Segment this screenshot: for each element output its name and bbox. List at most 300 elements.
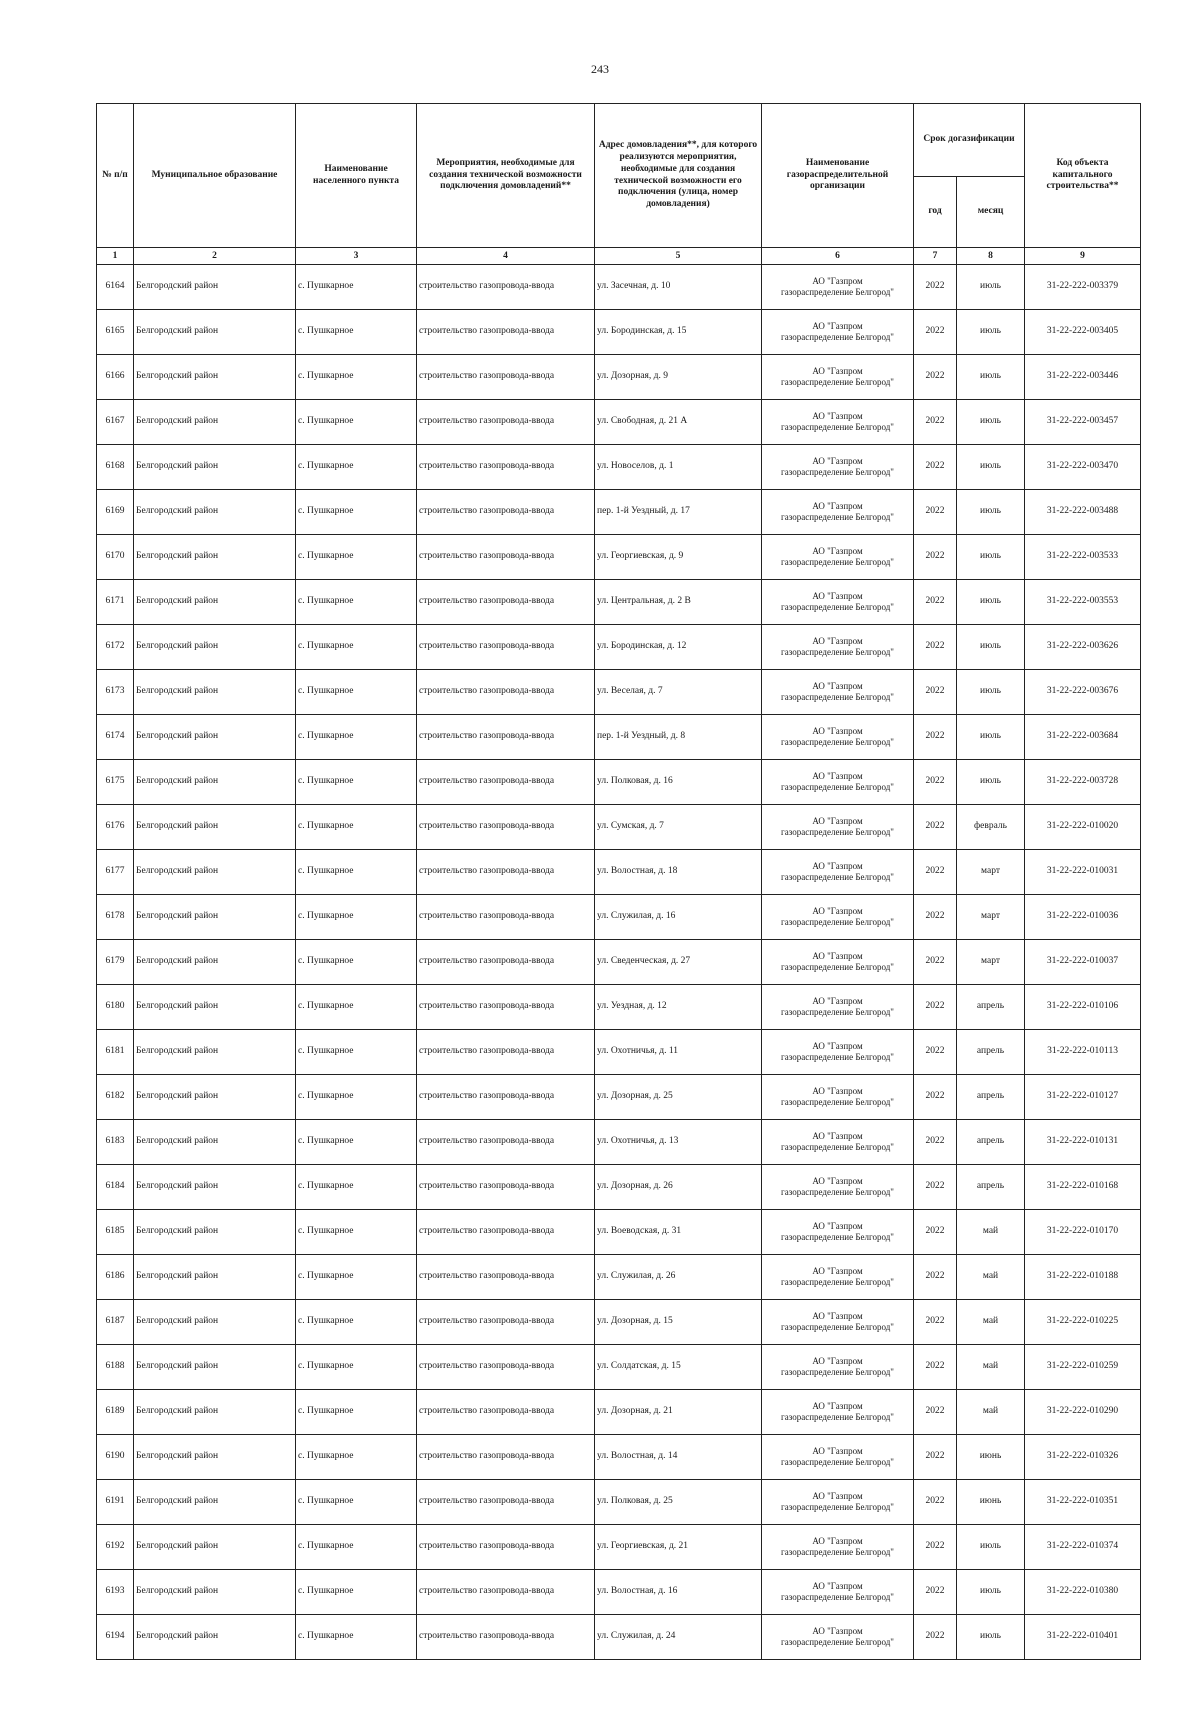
cell-year: 2022 (914, 1255, 957, 1300)
table-row (97, 1480, 1141, 1525)
cell-month: июль (957, 355, 1025, 400)
cell-month: апрель (957, 1120, 1025, 1165)
cell-num: 6187 (97, 1300, 134, 1345)
cell-month: июль (957, 580, 1025, 625)
cell-municipality: Белгородский район (134, 1525, 296, 1570)
table-row (97, 985, 1141, 1030)
header-num: № п/п (97, 104, 134, 248)
table-row (97, 1030, 1141, 1075)
cell-measure: строительство газопровода-ввода (417, 580, 595, 625)
organization-line-2: газораспределение Белгород" (781, 422, 894, 432)
header-address: Адрес домовладения**, для которого реализуются мероприятия, необходимые для создания технической возможности его подключения (улица, номер домовладения) (595, 104, 762, 248)
cell-settlement: с. Пушкарное (296, 850, 417, 895)
cell-code: 31-22-222-010127 (1025, 1075, 1141, 1120)
cell-municipality: Белгородский район (134, 715, 296, 760)
cell-settlement: с. Пушкарное (296, 1435, 417, 1480)
cell-num: 6167 (97, 400, 134, 445)
cell-organization (762, 1435, 914, 1480)
header-organization: Наименование газораспределительной организации (762, 104, 914, 248)
cell-month: апрель (957, 1030, 1025, 1075)
cell-municipality: Белгородский район (134, 760, 296, 805)
table-row (97, 895, 1141, 940)
cell-month: июль (957, 1525, 1025, 1570)
header-deadline: Срок догазификации (914, 104, 1025, 177)
table-row (97, 805, 1141, 850)
cell-address: ул. Уездная, д. 12 (595, 985, 762, 1030)
organization-line-1: АО "Газпром (812, 545, 863, 556)
cell-measure: строительство газопровода-ввода (417, 1300, 595, 1345)
cell-num: 6174 (97, 715, 134, 760)
cell-num: 6171 (97, 580, 134, 625)
cell-organization (762, 805, 914, 850)
cell-num: 6166 (97, 355, 134, 400)
cell-settlement: с. Пушкарное (296, 1030, 417, 1075)
organization-line-2: газораспределение Белгород" (781, 1457, 894, 1467)
cell-organization (762, 490, 914, 535)
organization-line-2: газораспределение Белгород" (781, 1052, 894, 1062)
cell-settlement: с. Пушкарное (296, 535, 417, 580)
cell-address: ул. Новоселов, д. 1 (595, 445, 762, 490)
cell-settlement: с. Пушкарное (296, 760, 417, 805)
cell-num: 6168 (97, 445, 134, 490)
cell-settlement: с. Пушкарное (296, 400, 417, 445)
cell-organization (762, 1255, 914, 1300)
cell-settlement: с. Пушкарное (296, 1480, 417, 1525)
organization-line-1: АО "Газпром (812, 635, 863, 646)
table-row (97, 1390, 1141, 1435)
organization-line-2: газораспределение Белгород" (781, 1412, 894, 1422)
cell-month: июнь (957, 1480, 1025, 1525)
cell-settlement: с. Пушкарное (296, 310, 417, 355)
cell-year: 2022 (914, 580, 957, 625)
cell-organization (762, 445, 914, 490)
cell-measure: строительство газопровода-ввода (417, 445, 595, 490)
cell-code: 31-22-222-003728 (1025, 760, 1141, 805)
organization-line-1: АО "Газпром (812, 1400, 863, 1411)
cell-num: 6180 (97, 985, 134, 1030)
cell-settlement: с. Пушкарное (296, 670, 417, 715)
cell-organization (762, 580, 914, 625)
cell-code: 31-22-222-010374 (1025, 1525, 1141, 1570)
organization-line-2: газораспределение Белгород" (781, 1277, 894, 1287)
cell-code: 31-22-222-010036 (1025, 895, 1141, 940)
cell-organization (762, 985, 914, 1030)
cell-measure: строительство газопровода-ввода (417, 1615, 595, 1660)
organization-line-1: АО "Газпром (812, 455, 863, 466)
column-number: 9 (1025, 248, 1141, 265)
cell-code: 31-22-222-010225 (1025, 1300, 1141, 1345)
table-row (97, 355, 1141, 400)
cell-code: 31-22-222-010113 (1025, 1030, 1141, 1075)
cell-municipality: Белгородский район (134, 625, 296, 670)
cell-year: 2022 (914, 490, 957, 535)
cell-organization (762, 1345, 914, 1390)
cell-address: ул. Служилая, д. 26 (595, 1255, 762, 1300)
table-row (97, 940, 1141, 985)
cell-municipality: Белгородский район (134, 1255, 296, 1300)
table-row (97, 490, 1141, 535)
organization-line-1: АО "Газпром (812, 1580, 863, 1591)
table-row (97, 445, 1141, 490)
cell-year: 2022 (914, 1030, 957, 1075)
cell-settlement: с. Пушкарное (296, 1210, 417, 1255)
cell-measure: строительство газопровода-ввода (417, 1435, 595, 1480)
organization-line-1: АО "Газпром (812, 1220, 863, 1231)
organization-line-1: АО "Газпром (812, 995, 863, 1006)
cell-measure: строительство газопровода-ввода (417, 355, 595, 400)
cell-address: ул. Волостная, д. 16 (595, 1570, 762, 1615)
cell-year: 2022 (914, 355, 957, 400)
cell-year: 2022 (914, 1120, 957, 1165)
header-year: год (914, 177, 957, 248)
table-row (97, 715, 1141, 760)
table-row (97, 1165, 1141, 1210)
cell-measure: строительство газопровода-ввода (417, 1525, 595, 1570)
column-number: 7 (914, 248, 957, 265)
organization-line-1: АО "Газпром (812, 275, 863, 286)
cell-month: июль (957, 625, 1025, 670)
cell-municipality: Белгородский район (134, 850, 296, 895)
cell-organization (762, 1165, 914, 1210)
cell-num: 6186 (97, 1255, 134, 1300)
cell-year: 2022 (914, 1165, 957, 1210)
cell-code: 31-22-222-010168 (1025, 1165, 1141, 1210)
table-row (97, 1525, 1141, 1570)
cell-municipality: Белгородский район (134, 400, 296, 445)
organization-line-2: газораспределение Белгород" (781, 647, 894, 657)
cell-year: 2022 (914, 1345, 957, 1390)
cell-year: 2022 (914, 805, 957, 850)
cell-municipality: Белгородский район (134, 1480, 296, 1525)
table-row (97, 1435, 1141, 1480)
table-row (97, 850, 1141, 895)
cell-measure: строительство газопровода-ввода (417, 1075, 595, 1120)
cell-municipality: Белгородский район (134, 940, 296, 985)
cell-month: май (957, 1210, 1025, 1255)
organization-line-1: АО "Газпром (812, 320, 863, 331)
cell-measure: строительство газопровода-ввода (417, 1345, 595, 1390)
cell-num: 6183 (97, 1120, 134, 1165)
cell-address: ул. Охотничья, д. 13 (595, 1120, 762, 1165)
cell-settlement: с. Пушкарное (296, 490, 417, 535)
organization-line-2: газораспределение Белгород" (781, 917, 894, 927)
cell-year: 2022 (914, 760, 957, 805)
cell-organization (762, 715, 914, 760)
organization-line-1: АО "Газпром (812, 1625, 863, 1636)
organization-line-2: газораспределение Белгород" (781, 962, 894, 972)
cell-year: 2022 (914, 850, 957, 895)
cell-organization (762, 1210, 914, 1255)
table-row (97, 1345, 1141, 1390)
organization-line-2: газораспределение Белгород" (781, 1637, 894, 1647)
cell-month: июль (957, 1570, 1025, 1615)
cell-measure: строительство газопровода-ввода (417, 1570, 595, 1615)
cell-year: 2022 (914, 1435, 957, 1480)
cell-address: ул. Волостная, д. 14 (595, 1435, 762, 1480)
column-number: 1 (97, 248, 134, 265)
cell-num: 6170 (97, 535, 134, 580)
organization-line-2: газораспределение Белгород" (781, 467, 894, 477)
cell-year: 2022 (914, 400, 957, 445)
table-row (97, 535, 1141, 580)
cell-month: июль (957, 760, 1025, 805)
cell-municipality: Белгородский район (134, 535, 296, 580)
cell-address: ул. Солдатская, д. 15 (595, 1345, 762, 1390)
cell-measure: строительство газопровода-ввода (417, 1390, 595, 1435)
cell-address: ул. Георгиевская, д. 21 (595, 1525, 762, 1570)
cell-measure: строительство газопровода-ввода (417, 670, 595, 715)
cell-municipality: Белгородский район (134, 355, 296, 400)
organization-line-2: газораспределение Белгород" (781, 1187, 894, 1197)
organization-line-2: газораспределение Белгород" (781, 1547, 894, 1557)
cell-address: ул. Сведенческая, д. 27 (595, 940, 762, 985)
cell-address: ул. Свободная, д. 21 А (595, 400, 762, 445)
cell-address: ул. Дозорная, д. 21 (595, 1390, 762, 1435)
cell-address: ул. Воеводская, д. 31 (595, 1210, 762, 1255)
cell-code: 31-22-222-003405 (1025, 310, 1141, 355)
cell-num: 6194 (97, 1615, 134, 1660)
table-row (97, 670, 1141, 715)
column-number: 8 (957, 248, 1025, 265)
cell-code: 31-22-222-003379 (1025, 265, 1141, 310)
cell-num: 6193 (97, 1570, 134, 1615)
cell-code: 31-22-222-010170 (1025, 1210, 1141, 1255)
cell-month: март (957, 940, 1025, 985)
cell-code: 31-22-222-003446 (1025, 355, 1141, 400)
cell-address: ул. Волостная, д. 18 (595, 850, 762, 895)
table-row (97, 1570, 1141, 1615)
organization-line-2: газораспределение Белгород" (781, 1142, 894, 1152)
cell-num: 6165 (97, 310, 134, 355)
cell-code: 31-22-222-010188 (1025, 1255, 1141, 1300)
cell-settlement: с. Пушкарное (296, 625, 417, 670)
table-row (97, 1210, 1141, 1255)
organization-line-1: АО "Газпром (812, 1355, 863, 1366)
cell-num: 6185 (97, 1210, 134, 1255)
organization-line-1: АО "Газпром (812, 1535, 863, 1546)
table-row (97, 400, 1141, 445)
table-row (97, 1075, 1141, 1120)
organization-line-2: газораспределение Белгород" (781, 332, 894, 342)
organization-line-1: АО "Газпром (812, 680, 863, 691)
cell-year: 2022 (914, 715, 957, 760)
header-measures: Мероприятия, необходимые для создания технической возможности подключения домовладений** (417, 104, 595, 248)
cell-municipality: Белгородский район (134, 895, 296, 940)
cell-municipality: Белгородский район (134, 310, 296, 355)
organization-line-2: газораспределение Белгород" (781, 1097, 894, 1107)
cell-municipality: Белгородский район (134, 985, 296, 1030)
organization-line-2: газораспределение Белгород" (781, 287, 894, 297)
cell-month: июль (957, 670, 1025, 715)
column-number: 2 (134, 248, 296, 265)
page-number: 243 (591, 62, 609, 76)
column-number: 3 (296, 248, 417, 265)
organization-line-1: АО "Газпром (812, 725, 863, 736)
cell-organization (762, 1615, 914, 1660)
organization-line-2: газораспределение Белгород" (781, 557, 894, 567)
cell-num: 6188 (97, 1345, 134, 1390)
cell-year: 2022 (914, 985, 957, 1030)
cell-measure: строительство газопровода-ввода (417, 850, 595, 895)
cell-num: 6182 (97, 1075, 134, 1120)
cell-month: апрель (957, 1075, 1025, 1120)
table-row (97, 310, 1141, 355)
cell-address: ул. Полковая, д. 25 (595, 1480, 762, 1525)
cell-month: июль (957, 715, 1025, 760)
cell-organization (762, 850, 914, 895)
cell-organization (762, 310, 914, 355)
cell-settlement: с. Пушкарное (296, 445, 417, 490)
cell-month: июль (957, 535, 1025, 580)
cell-measure: строительство газопровода-ввода (417, 940, 595, 985)
cell-num: 6177 (97, 850, 134, 895)
cell-measure: строительство газопровода-ввода (417, 1480, 595, 1525)
cell-municipality: Белгородский район (134, 1210, 296, 1255)
cell-settlement: с. Пушкарное (296, 1570, 417, 1615)
cell-month: июль (957, 265, 1025, 310)
cell-measure: строительство газопровода-ввода (417, 625, 595, 670)
organization-line-2: газораспределение Белгород" (781, 1592, 894, 1602)
cell-address: пер. 1-й Уездный, д. 17 (595, 490, 762, 535)
cell-address: ул. Засечная, д. 10 (595, 265, 762, 310)
organization-line-2: газораспределение Белгород" (781, 827, 894, 837)
cell-measure: строительство газопровода-ввода (417, 1165, 595, 1210)
cell-municipality: Белгородский район (134, 580, 296, 625)
cell-measure: строительство газопровода-ввода (417, 760, 595, 805)
header-municipality: Муниципальное образование (134, 104, 296, 248)
cell-code: 31-22-222-010037 (1025, 940, 1141, 985)
cell-month: апрель (957, 1165, 1025, 1210)
cell-municipality: Белгородский район (134, 490, 296, 535)
header-row (97, 104, 1141, 177)
cell-settlement: с. Пушкарное (296, 1390, 417, 1435)
table-row (97, 760, 1141, 805)
cell-organization (762, 1300, 914, 1345)
cell-code: 31-22-222-010326 (1025, 1435, 1141, 1480)
cell-measure: строительство газопровода-ввода (417, 1210, 595, 1255)
organization-line-2: газораспределение Белгород" (781, 602, 894, 612)
organization-line-1: АО "Газпром (812, 905, 863, 916)
cell-settlement: с. Пушкарное (296, 1165, 417, 1210)
cell-address: ул. Полковая, д. 16 (595, 760, 762, 805)
organization-line-1: АО "Газпром (812, 1085, 863, 1096)
cell-municipality: Белгородский район (134, 670, 296, 715)
cell-measure: строительство газопровода-ввода (417, 535, 595, 580)
cell-num: 6172 (97, 625, 134, 670)
cell-month: март (957, 895, 1025, 940)
cell-municipality: Белгородский район (134, 1075, 296, 1120)
cell-num: 6176 (97, 805, 134, 850)
cell-organization (762, 940, 914, 985)
cell-measure: строительство газопровода-ввода (417, 715, 595, 760)
cell-organization (762, 670, 914, 715)
cell-municipality: Белгородский район (134, 1345, 296, 1390)
table-row (97, 580, 1141, 625)
cell-municipality: Белгородский район (134, 1165, 296, 1210)
cell-organization (762, 760, 914, 805)
cell-year: 2022 (914, 625, 957, 670)
cell-month: апрель (957, 985, 1025, 1030)
cell-address: ул. Центральная, д. 2 В (595, 580, 762, 625)
cell-settlement: с. Пушкарное (296, 355, 417, 400)
organization-line-2: газораспределение Белгород" (781, 1322, 894, 1332)
table-row (97, 625, 1141, 670)
cell-code: 31-22-222-003470 (1025, 445, 1141, 490)
organization-line-1: АО "Газпром (812, 1490, 863, 1501)
cell-address: ул. Дозорная, д. 15 (595, 1300, 762, 1345)
cell-municipality: Белгородский район (134, 805, 296, 850)
organization-line-2: газораспределение Белгород" (781, 377, 894, 387)
header-settlement: Наименование населенного пункта (296, 104, 417, 248)
cell-code: 31-22-222-010020 (1025, 805, 1141, 850)
gasification-table (96, 103, 1141, 1660)
cell-address: пер. 1-й Уездный, д. 8 (595, 715, 762, 760)
cell-year: 2022 (914, 1210, 957, 1255)
cell-municipality: Белгородский район (134, 1570, 296, 1615)
cell-year: 2022 (914, 535, 957, 580)
cell-address: ул. Служилая, д. 24 (595, 1615, 762, 1660)
table-body (97, 265, 1141, 1660)
cell-code: 31-22-222-003457 (1025, 400, 1141, 445)
organization-line-1: АО "Газпром (812, 815, 863, 826)
cell-code: 31-22-222-010106 (1025, 985, 1141, 1030)
cell-settlement: с. Пушкарное (296, 1525, 417, 1570)
column-number: 5 (595, 248, 762, 265)
cell-organization (762, 625, 914, 670)
cell-organization (762, 1480, 914, 1525)
table-row (97, 1615, 1141, 1660)
cell-year: 2022 (914, 265, 957, 310)
cell-year: 2022 (914, 1390, 957, 1435)
cell-measure: строительство газопровода-ввода (417, 1030, 595, 1075)
cell-address: ул. Георгиевская, д. 9 (595, 535, 762, 580)
cell-num: 6189 (97, 1390, 134, 1435)
cell-address: ул. Веселая, д. 7 (595, 670, 762, 715)
cell-code: 31-22-222-003626 (1025, 625, 1141, 670)
cell-organization (762, 265, 914, 310)
cell-month: июнь (957, 1435, 1025, 1480)
table-row (97, 1300, 1141, 1345)
cell-month: май (957, 1255, 1025, 1300)
cell-organization (762, 1075, 914, 1120)
cell-settlement: с. Пушкарное (296, 1120, 417, 1165)
cell-organization (762, 1390, 914, 1435)
cell-settlement: с. Пушкарное (296, 265, 417, 310)
cell-address: ул. Служилая, д. 16 (595, 895, 762, 940)
cell-address: ул. Охотничья, д. 11 (595, 1030, 762, 1075)
cell-measure: строительство газопровода-ввода (417, 895, 595, 940)
cell-settlement: с. Пушкарное (296, 1345, 417, 1390)
cell-municipality: Белгородский район (134, 265, 296, 310)
table-header (97, 104, 1141, 265)
cell-address: ул. Сумская, д. 7 (595, 805, 762, 850)
cell-code: 31-22-222-003533 (1025, 535, 1141, 580)
cell-code: 31-22-222-010290 (1025, 1390, 1141, 1435)
cell-measure: строительство газопровода-ввода (417, 1255, 595, 1300)
organization-line-1: АО "Газпром (812, 1130, 863, 1141)
cell-month: март (957, 850, 1025, 895)
cell-month: февраль (957, 805, 1025, 850)
cell-year: 2022 (914, 1525, 957, 1570)
cell-measure: строительство газопровода-ввода (417, 805, 595, 850)
cell-year: 2022 (914, 1480, 957, 1525)
organization-line-2: газораспределение Белгород" (781, 692, 894, 702)
cell-settlement: с. Пушкарное (296, 1300, 417, 1345)
table-row (97, 1255, 1141, 1300)
cell-code: 31-22-222-010351 (1025, 1480, 1141, 1525)
organization-line-2: газораспределение Белгород" (781, 872, 894, 882)
cell-num: 6178 (97, 895, 134, 940)
